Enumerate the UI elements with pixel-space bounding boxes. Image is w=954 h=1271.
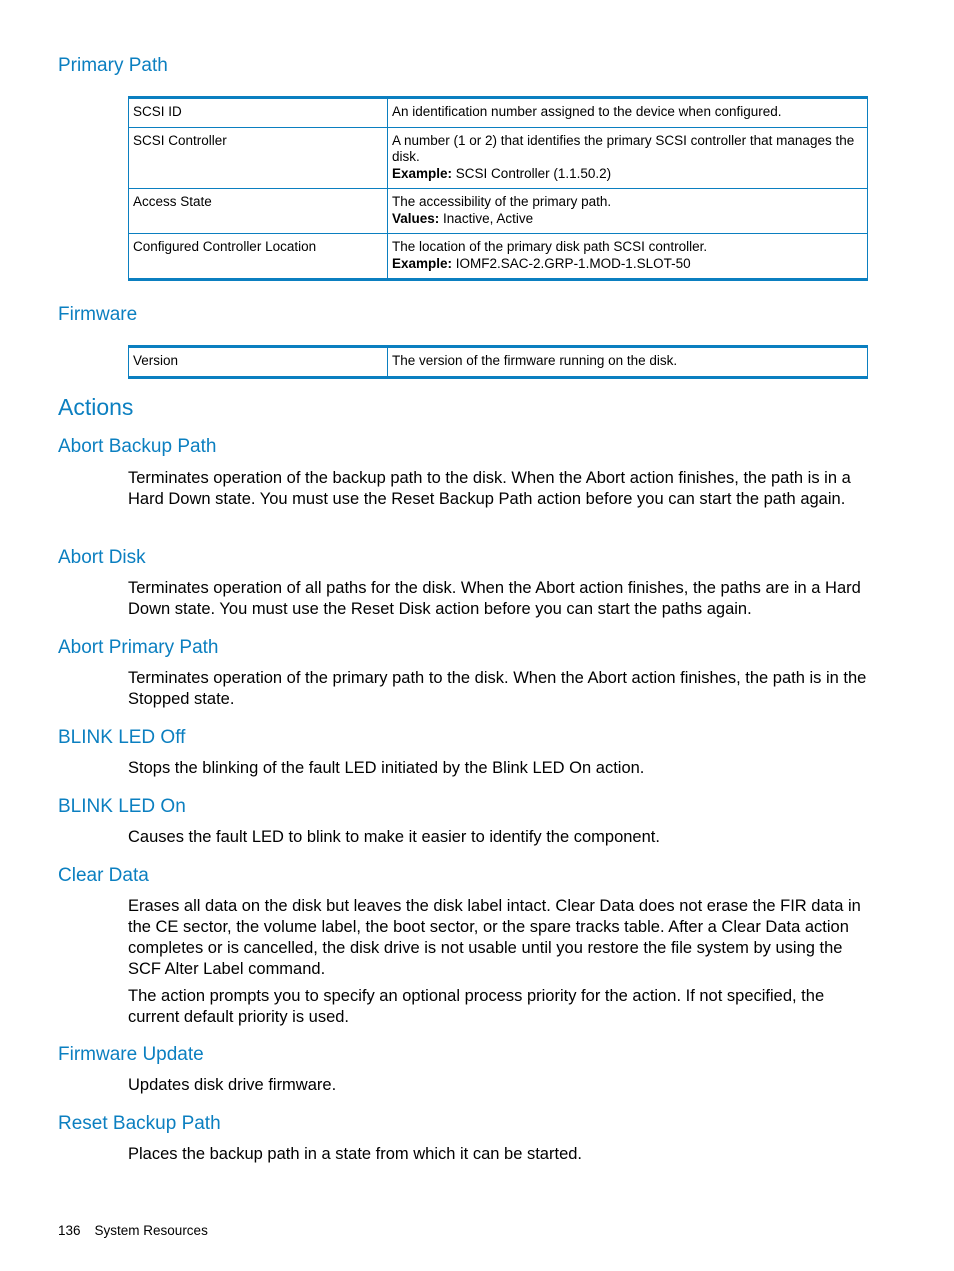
primary-path-table [128, 96, 868, 281]
action-heading-abort-backup-path: Abort Backup Path [58, 436, 217, 457]
action-description: Stops the blinking of the fault LED initiated by the Blink LED On action. [128, 759, 645, 777]
action-heading-blink-led-off: BLINK LED Off [58, 727, 186, 748]
action-description: Terminates operation of all paths for the disk. When the Abort action finishes, the paths are in a Hard Down state. You must use the Reset Disk action before you can start the paths again. [128, 579, 861, 618]
table-row [129, 347, 868, 378]
action-description: Updates disk drive firmware. [128, 1076, 337, 1094]
action-heading-abort-primary-path: Abort Primary Path [58, 637, 219, 658]
table-row [129, 98, 868, 128]
row-desc: The location of the primary disk path SCSI controller. Example: IOMF2.SAC-2.GRP-1.MOD-1.SLOT-50 [388, 234, 868, 280]
action-heading-firmware-update: Firmware Update [58, 1044, 204, 1065]
table-row [129, 189, 868, 234]
row-desc: The version of the firmware running on the disk. [388, 347, 868, 378]
table-row [129, 127, 868, 189]
page-footer [58, 1223, 208, 1238]
action-description: Terminates operation of the backup path to the disk. When the Abort action finishes, the path is in a Hard Down state. You must use the Reset Backup Path action before you can start the path again. [128, 469, 851, 508]
action-heading-reset-backup-path: Reset Backup Path [58, 1113, 221, 1134]
action-description: Erases all data on the disk but leaves the disk label intact. Clear Data does not erase the FIR data in the CE sector, the volume label, the boot sector, or the spare tracks table. After a Clear Data action completes or is cancelled, the disk drive is not usable until you restore the file system by using the SCF Alter Label command. [128, 897, 861, 978]
row-desc: An identification number assigned to the device when configured. [388, 98, 868, 128]
section-heading-firmware: Firmware [58, 304, 138, 325]
action-heading-abort-disk: Abort Disk [58, 547, 146, 568]
action-heading-clear-data: Clear Data [58, 865, 149, 886]
row-desc: The accessibility of the primary path. Values: Inactive, Active [388, 189, 868, 234]
row-key: Version [129, 347, 388, 378]
page-number: 136 [58, 1223, 81, 1238]
row-key: SCSI Controller [129, 127, 388, 189]
row-key: Access State [129, 189, 388, 234]
footer-section-title: System Resources [94, 1223, 208, 1238]
section-heading-primary-path: Primary Path [58, 55, 168, 76]
row-key: Configured Controller Location [129, 234, 388, 280]
row-key: SCSI ID [129, 98, 388, 128]
action-description: Places the backup path in a state from which it can be started. [128, 1145, 582, 1163]
action-heading-blink-led-on: BLINK LED On [58, 796, 186, 817]
section-heading-actions: Actions [58, 394, 134, 420]
action-description: The action prompts you to specify an optional process priority for the action. If not specified, the current default priority is used. [128, 987, 825, 1026]
firmware-table [128, 345, 868, 379]
action-description: Terminates operation of the primary path to the disk. When the Abort action finishes, the path is in the Stopped state. [128, 669, 867, 708]
table-row [129, 234, 868, 280]
row-desc: A number (1 or 2) that identifies the primary SCSI controller that manages the disk. Example: SCSI Controller (1.1.50.2) [388, 127, 868, 189]
action-description: Causes the fault LED to blink to make it easier to identify the component. [128, 828, 660, 846]
